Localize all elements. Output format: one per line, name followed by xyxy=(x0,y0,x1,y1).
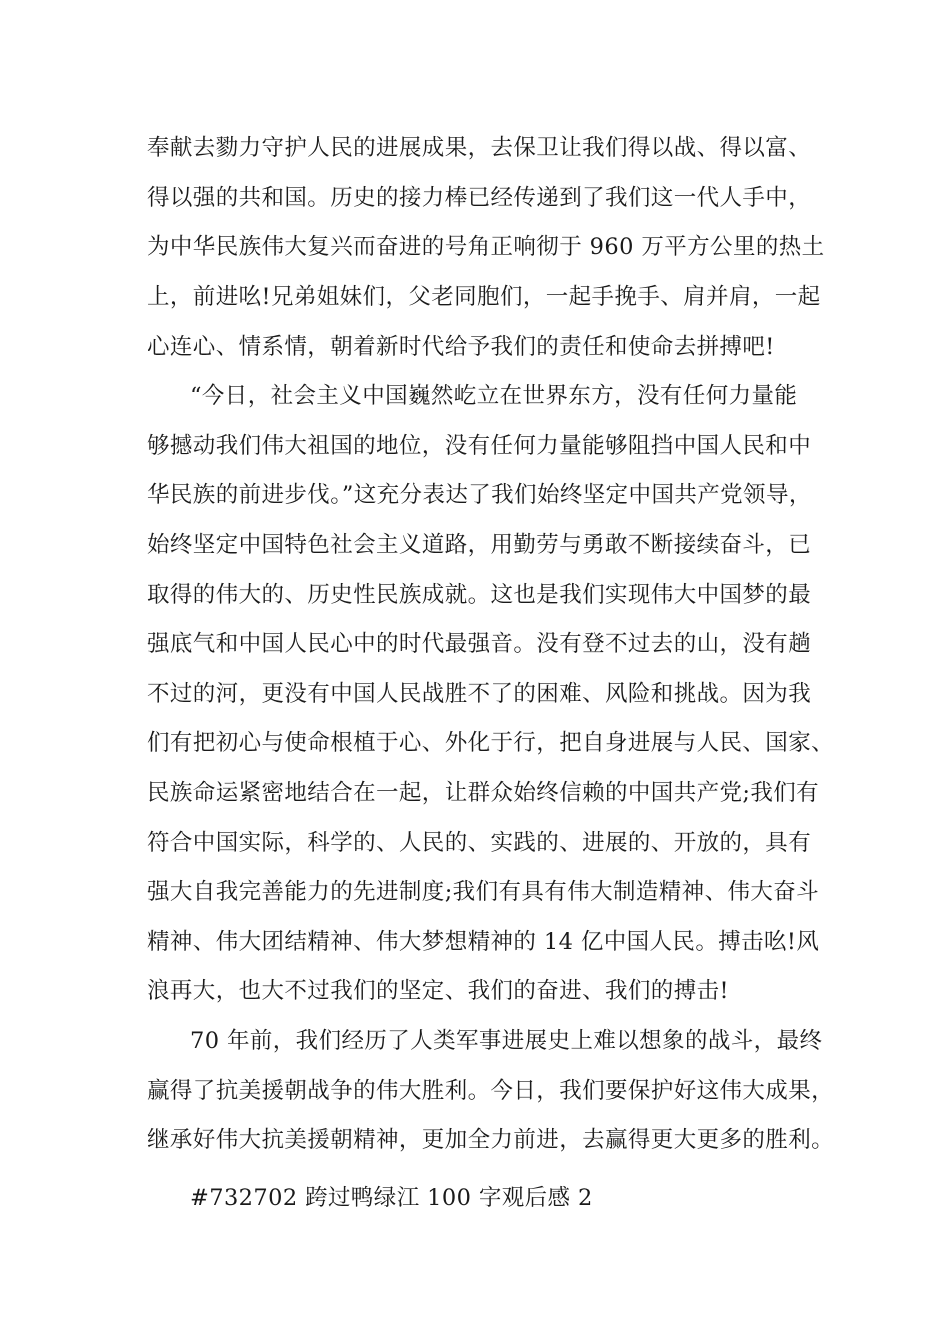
text-line: 上，前进吆!兄弟姐妹们，父老同胞们，一起手挽手、肩并肩，一起 xyxy=(147,284,821,310)
section-heading: #732702 跨过鸭绿江 100 字观后感 2 xyxy=(190,1185,593,1211)
text-line: 民族命运紧密地结合在一起，让群众始终信赖的中国共产党;我们有 xyxy=(147,780,820,806)
text-line: 们有把初心与使命根植于心、外化于行，把自身进展与人民、国家、 xyxy=(147,730,835,756)
text-line: 得以强的共和国。历史的接力棒已经传递到了我们这一代人手中， xyxy=(147,185,812,211)
text-line: 不过的河，更没有中国人民战胜不了的困难、风险和挑战。因为我 xyxy=(147,681,812,707)
text-line: “今日，社会主义中国巍然屹立在世界东方，没有任何力量能 xyxy=(190,383,798,409)
text-line: 取得的伟大的、历史性民族成就。这也是我们实现伟大中国梦的最 xyxy=(147,582,812,608)
text-line: 符合中国实际，科学的、人民的、实践的、进展的、开放的，具有 xyxy=(147,830,812,856)
text-line: 70 年前，我们经历了人类军事进展史上难以想象的战斗，最终 xyxy=(190,1028,823,1054)
text-line: 为中华民族伟大复兴而奋进的号角正响彻于 960 万平方公里的热土 xyxy=(147,234,825,260)
text-line: 强大自我完善能力的先进制度;我们有具有伟大制造精神、伟大奋斗 xyxy=(147,879,820,905)
text-line: 始终坚定中国特色社会主义道路，用勤劳与勇敢不断接续奋斗，已 xyxy=(147,532,812,558)
text-line: 精神、伟大团结精神、伟大梦想精神的 14 亿中国人民。搏击吆!风 xyxy=(147,929,820,955)
text-line: 华民族的前进步伐。”这充分表达了我们始终坚定中国共产党领导， xyxy=(147,482,812,508)
text-line: 强底气和中国人民心中的时代最强音。没有登不过去的山，没有趟 xyxy=(147,631,812,657)
text-line: 继承好伟大抗美援朝精神，更加全力前进，去赢得更大更多的胜利。 xyxy=(147,1127,835,1153)
text-line: 赢得了抗美援朝战争的伟大胜利。今日，我们要保护好这伟大成果， xyxy=(147,1078,835,1104)
text-line: 奉献去勠力守护人民的进展成果，去保卫让我们得以战、得以富、 xyxy=(147,135,812,161)
text-line: 浪再大，也大不过我们的坚定、我们的奋进、我们的搏击! xyxy=(147,978,729,1004)
text-line: 够撼动我们伟大祖国的地位，没有任何力量能够阻挡中国人民和中 xyxy=(147,433,812,459)
text-line: 心连心、情系情，朝着新时代给予我们的责任和使命去拼搏吧! xyxy=(147,334,775,360)
